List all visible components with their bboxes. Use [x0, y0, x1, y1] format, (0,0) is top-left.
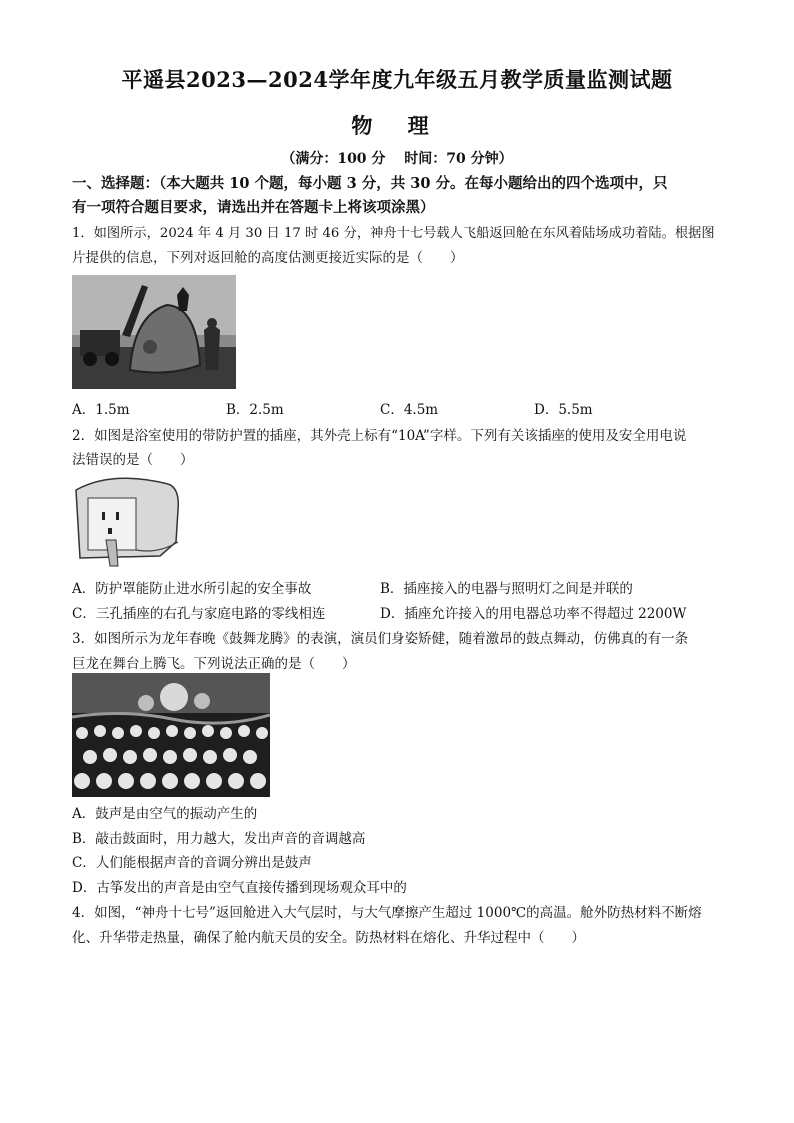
- exam-meta: （满分：100 分 时间：70 分钟）: [281, 151, 513, 167]
- q2-socket-photo: [72, 470, 184, 570]
- q3-option-d: D．古筝发出的声音是由空气直接传播到现场观众耳中的: [72, 880, 407, 896]
- q2-option-a: A．防护罩能防止进水所引起的安全事故: [72, 581, 312, 597]
- q3-option-c: C．人们能根据声音的音调分辨出是鼓声: [72, 855, 312, 871]
- q1-option-c: C．4.5m: [380, 402, 439, 418]
- q4-stem-line2: 化、升华带走热量，确保了舱内航天员的安全。防热材料在熔化、升华过程中（ ）: [72, 930, 585, 946]
- page-title: 平遥县2023—2024学年度九年级五月教学质量监测试题: [121, 67, 673, 92]
- q1-option-d: D．5.5m: [534, 402, 593, 418]
- q2-option-b: B．插座接入的电器与照明灯之间是并联的: [380, 581, 633, 597]
- q3-stem-line2: 巨龙在舞台上腾飞。下列说法正确的是（ ）: [72, 656, 356, 672]
- q3-dragon-drum-photo: [72, 673, 270, 797]
- q3-option-a: A．鼓声是由空气的振动产生的: [72, 806, 258, 822]
- q3-option-b: B．敲击鼓面时，用力越大，发出声音的音调越高: [72, 831, 366, 847]
- q2-stem-line1: 2．如图是浴室使用的带防护置的插座，其外壳上标有“10A”字样。下列有关该插座的使用及安全用电说: [72, 428, 687, 444]
- q1-option-a: A．1.5m: [72, 402, 130, 418]
- q2-option-d: D．插座允许接入的用电器总功率不得超过 2200W: [380, 606, 687, 622]
- q2-option-c: C．三孔插座的右孔与家庭电路的零线相连: [72, 606, 326, 622]
- section-heading-line2: 有一项符合题目要求，请选出并在答题卡上将该项涂黑）: [72, 199, 435, 216]
- q2-stem-line2: 法错误的是（ ）: [72, 452, 194, 468]
- q1-option-b: B．2.5m: [226, 402, 284, 418]
- q4-stem-line1: 4．如图，“神舟十七号”返回舱进入大气层时，与大气摩擦产生超过 1000℃的高温。舱外防热材料不断熔: [72, 905, 702, 921]
- section-heading-line1: 一、选择题：（本大题共 10 个题，每小题 3 分，共 30 分。在每小题给出的四个选项中，只: [72, 175, 668, 192]
- q3-stem-line1: 3．如图所示为龙年春晚《鼓舞龙腾》的表演，演员们身姿矫健，随着激昂的鼓点舞动，仿佛真的有一条: [72, 631, 689, 647]
- subject-title: 物 理: [351, 113, 443, 138]
- q1-stem-line2: 片提供的信息，下列对返回舱的高度估测更接近实际的是（ ）: [72, 250, 464, 266]
- q1-stem-line1: 1．如图所示，2024 年 4 月 30 日 17 时 46 分，神舟十七号载人飞船返回舱在东风着陆场成功着陆。根据图: [72, 226, 715, 241]
- q1-capsule-photo: [72, 275, 236, 389]
